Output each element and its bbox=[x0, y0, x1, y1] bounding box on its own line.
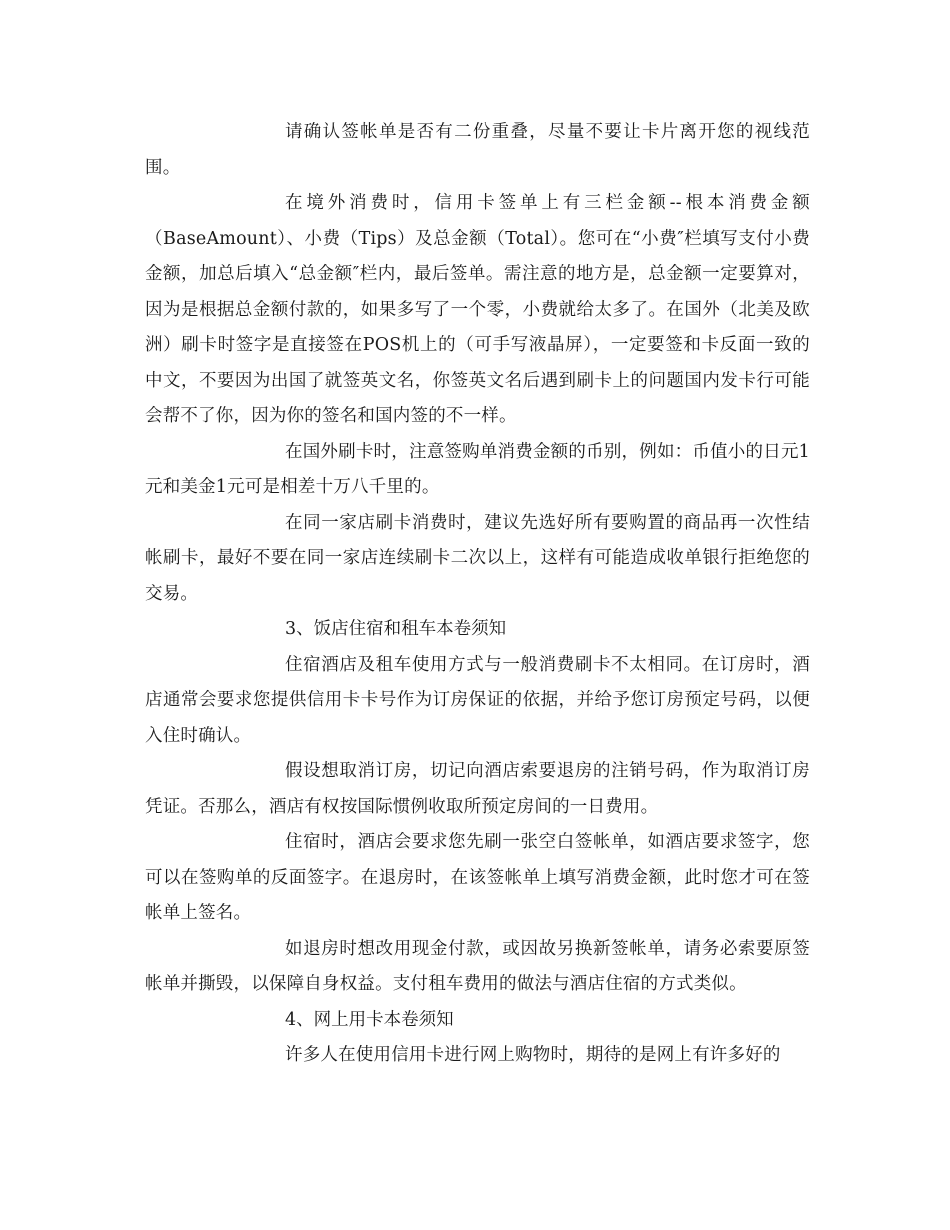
paragraph: 许多人在使用信用卡进行网上购物时，期待的是网上有许多好的 bbox=[285, 1045, 781, 1065]
paragraph: 请确认签帐单是否有二份重叠，尽量不要让卡片离开您的视线范围。 bbox=[145, 122, 810, 178]
paragraph: 住宿酒店及租车使用方式与一般消费刷卡不太相同。在订房时，酒店通常会要求您提供信用卡卡号作为订房保证的依据，并给予您订房预定号码，以便入住时确认。 bbox=[145, 654, 810, 746]
section-heading: 4、网上用卡本卷须知 bbox=[285, 1009, 454, 1030]
paragraph: 假设想取消订房，切记向酒店索要退房的注销号码，作为取消订房凭证。否那么，酒店有权按国际惯例收取所预定房间的一日费用。 bbox=[145, 761, 810, 817]
document-body bbox=[145, 115, 810, 1074]
section-heading: 3、饭店住宿和租车本卷须知 bbox=[285, 619, 507, 639]
paragraph: 在同一家店刷卡消费时，建议先选好所有要购置的商品再一次性结帐刷卡，最好不要在同一家店连续刷卡二次以上，这样有可能造成收单银行拒绝您的交易。 bbox=[145, 512, 810, 604]
paragraph: 如退房时想改用现金付款，或因故另换新签帐单，请务必索要原签帐单并撕毁，以保障自身权益。支付租车费用的做法与酒店住宿的方式类似。 bbox=[145, 938, 810, 994]
paragraph: 在境外消费时，信用卡签单上有三栏金额--根本消费金额（BaseAmount）、小费（Tips）及总金额（Total）。您可在“小费″栏填写支付小费金额，加总后填入“总金额″栏内，最后签单。需注意的地方是，总金额一定要算对，因为是根据总金额付款的，如果多写了一个零，小费就给太多了。在国外（北美及欧洲）刷卡时签字是直接签在POS机上的（可手写液晶屏），一定要签和卡反面一致的中文，不要因为出国了就签英文名，你签英文名后遇到刷卡上的问题国内发卡行可能会帮不了你，因为你的签名和国内签的不一样。 bbox=[145, 193, 810, 426]
paragraph: 住宿时，酒店会要求您先刷一张空白签帐单，如酒店要求签字，您可以在签购单的反面签字。在退房时，在该签帐单上填写消费金额，此时您才可在签帐单上签名。 bbox=[145, 832, 810, 923]
paragraph: 在国外刷卡时，注意签购单消费金额的币别，例如：币值小的日元1元和美金1元可是相差十万八千里的。 bbox=[145, 441, 810, 497]
